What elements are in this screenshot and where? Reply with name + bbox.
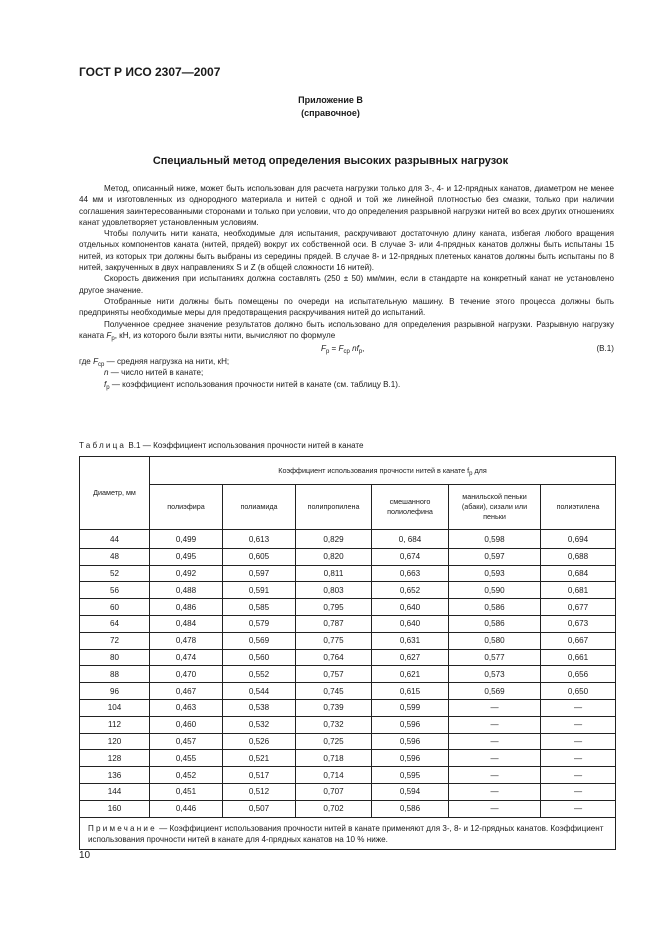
cell-coefficient: — <box>449 733 541 750</box>
col-header: манильской пеньки (абаки), сизали или пеньки <box>449 485 541 530</box>
cell-coefficient: 0,688 <box>541 548 616 565</box>
formula-number: (В.1) <box>596 344 614 354</box>
cell-coefficient: — <box>541 750 616 767</box>
cell-coefficient: 0,586 <box>449 599 541 616</box>
cell-coefficient: 0,486 <box>150 599 223 616</box>
cell-coefficient: 0,463 <box>150 699 223 716</box>
cell-coefficient: 0,590 <box>449 582 541 599</box>
table-row <box>80 582 616 599</box>
cell-coefficient: 0,495 <box>150 548 223 565</box>
table-row <box>80 699 616 716</box>
cell-coefficient: 0,764 <box>296 649 372 666</box>
cell-coefficient: 0,775 <box>296 632 372 649</box>
paragraph: Отобранные нити должны быть помещены по очереди на испытательную машину. В течение этого процесса должны быть предприняты необходимые меры для предотвращения раскручивания нитей до испытаний. <box>79 296 614 318</box>
formula-expression: $F_p = F_{ср}$ $nf_p$, <box>321 344 365 356</box>
cell-coefficient: 0,615 <box>372 683 449 700</box>
cell-diameter: 160 <box>80 800 150 817</box>
cell-coefficient: 0,569 <box>449 683 541 700</box>
cell-coefficient: 0,631 <box>372 632 449 649</box>
cell-coefficient: 0,455 <box>150 750 223 767</box>
cell-coefficient: 0,757 <box>296 666 372 683</box>
cell-coefficient: 0,552 <box>223 666 296 683</box>
table-row <box>80 649 616 666</box>
cell-coefficient: 0,599 <box>372 699 449 716</box>
cell-coefficient: 0,586 <box>372 800 449 817</box>
cell-coefficient: 0,597 <box>223 565 296 582</box>
table-row <box>80 530 616 549</box>
col-header: полиамида <box>223 485 296 530</box>
cell-coefficient: 0,656 <box>541 666 616 683</box>
cell-coefficient: 0,596 <box>372 733 449 750</box>
col-header: полиэфира <box>150 485 223 530</box>
cell-coefficient: 0,718 <box>296 750 372 767</box>
cell-coefficient: 0,452 <box>150 767 223 784</box>
cell-coefficient: 0,451 <box>150 783 223 800</box>
cell-coefficient: 0,640 <box>372 615 449 632</box>
cell-coefficient: 0,579 <box>223 615 296 632</box>
formula-b1 <box>79 342 614 356</box>
cell-coefficient: 0,640 <box>372 599 449 616</box>
col-header: полиэтилена <box>541 485 616 530</box>
cell-coefficient: — <box>449 783 541 800</box>
body-text <box>79 183 614 390</box>
definition-fp: $f_р$ — коэффициент использования прочности нитей в канате (см. таблицу В.1). <box>104 379 401 391</box>
cell-coefficient: 0,820 <box>296 548 372 565</box>
paragraph: Метод, описанный ниже, может быть использован для расчета нагрузки только для 3-, 4- и 12-прядных канатов, диаметром не менее 44 мм и изготовленных из однородного материала и нитей с одной и той же линейной плотностью без смазки, только при наличии соглашения заинтересованными сторонами и только при условии, что до определения разрывной нагрузки нитей во всех других отношениях канат удовлетворяет установленным условиям. <box>79 184 614 227</box>
cell-coefficient: 0,745 <box>296 683 372 700</box>
page-number: 10 <box>79 850 91 861</box>
table-row <box>80 632 616 649</box>
col-header: полипропилена <box>296 485 372 530</box>
cell-coefficient: 0,739 <box>296 699 372 716</box>
cell-coefficient: 0,470 <box>150 666 223 683</box>
cell-coefficient: 0,595 <box>372 767 449 784</box>
cell-coefficient: — <box>449 716 541 733</box>
cell-coefficient: 0,573 <box>449 666 541 683</box>
cell-coefficient: 0,707 <box>296 783 372 800</box>
paragraph: Полученное среднее значение результатов должно быть использовано для определения разрывной нагрузки. Разрывную нагрузку каната $F_p$, кН, из которого были взяты нити, вычисляют по формуле <box>79 319 614 342</box>
cell-diameter: 120 <box>80 733 150 750</box>
definition-n: n — число нитей в канате; <box>104 368 204 378</box>
cell-coefficient: 0,674 <box>372 548 449 565</box>
col-header: смешанного полиолефина <box>372 485 449 530</box>
cell-coefficient: 0,577 <box>449 649 541 666</box>
cell-diameter: 88 <box>80 666 150 683</box>
cell-coefficient: 0,586 <box>449 615 541 632</box>
cell-coefficient: 0,593 <box>449 565 541 582</box>
table-row <box>80 683 616 700</box>
cell-coefficient: 0,597 <box>449 548 541 565</box>
cell-coefficient: 0,460 <box>150 716 223 733</box>
section-title: Специальный метод определения высоких разрывных нагрузок <box>152 155 509 167</box>
formula-definitions <box>79 356 614 390</box>
cell-coefficient: 0,580 <box>449 632 541 649</box>
cell-coefficient: 0,811 <box>296 565 372 582</box>
cell-coefficient: 0,661 <box>541 649 616 666</box>
cell-coefficient: 0,621 <box>372 666 449 683</box>
cell-diameter: 72 <box>80 632 150 649</box>
table-row <box>80 783 616 800</box>
table-row <box>80 615 616 632</box>
cell-coefficient: 0,532 <box>223 716 296 733</box>
cell-coefficient: 0,544 <box>223 683 296 700</box>
cell-coefficient: 0,538 <box>223 699 296 716</box>
cell-diameter: 64 <box>80 615 150 632</box>
cell-coefficient: 0,650 <box>541 683 616 700</box>
document-header: ГОСТ Р ИСО 2307—2007 <box>79 65 221 79</box>
cell-coefficient: 0,613 <box>223 530 296 549</box>
cell-coefficient: 0,591 <box>223 582 296 599</box>
cell-coefficient: 0,492 <box>150 565 223 582</box>
table-row <box>80 666 616 683</box>
cell-coefficient: 0,484 <box>150 615 223 632</box>
table-row <box>80 800 616 817</box>
cell-coefficient: 0,598 <box>449 530 541 549</box>
cell-coefficient: 0,803 <box>296 582 372 599</box>
table-row <box>80 565 616 582</box>
paragraph: Скорость движения при испытаниях должна составлять (250 ± 50) мм/мин, если в стандарте на конкретный канат не установлено другое значение. <box>79 274 614 295</box>
cell-coefficient: 0,526 <box>223 733 296 750</box>
cell-diameter: 96 <box>80 683 150 700</box>
cell-coefficient: 0,673 <box>541 615 616 632</box>
table-row <box>80 733 616 750</box>
cell-coefficient: — <box>541 767 616 784</box>
table-row <box>80 750 616 767</box>
table-row <box>80 548 616 565</box>
cell-coefficient: 0,596 <box>372 750 449 767</box>
cell-coefficient: 0,684 <box>541 565 616 582</box>
cell-coefficient: 0,467 <box>150 683 223 700</box>
cell-coefficient: 0,569 <box>223 632 296 649</box>
cell-coefficient: — <box>541 733 616 750</box>
cell-diameter: 56 <box>80 582 150 599</box>
cell-coefficient: 0,702 <box>296 800 372 817</box>
cell-diameter: 44 <box>80 530 150 549</box>
cell-coefficient: — <box>541 800 616 817</box>
cell-coefficient: 0,829 <box>296 530 372 549</box>
cell-diameter: 104 <box>80 699 150 716</box>
cell-diameter: 48 <box>80 548 150 565</box>
annex-title: Приложение В <box>298 95 363 105</box>
cell-coefficient: 0,795 <box>296 599 372 616</box>
cell-diameter: 128 <box>80 750 150 767</box>
table-caption: Таблица В.1 — Коэффициент использования прочности нитей в канате <box>79 441 364 450</box>
table-row <box>80 767 616 784</box>
cell-coefficient: — <box>541 783 616 800</box>
cell-coefficient: 0,560 <box>223 649 296 666</box>
cell-coefficient: 0,517 <box>223 767 296 784</box>
cell-coefficient: 0,512 <box>223 783 296 800</box>
table-note: Примечание — Коэффициент использования прочности нитей в канате применяют для 3-, 8- и 12-прядных канатов. Коэффициент использования прочности нитей в канате для 4-прядных канатов на 10 % ниже. <box>80 817 616 850</box>
strength-coefficient-table <box>79 456 616 850</box>
cell-coefficient: 0,677 <box>541 599 616 616</box>
cell-coefficient: — <box>449 800 541 817</box>
cell-coefficient: 0,474 <box>150 649 223 666</box>
cell-coefficient: 0,488 <box>150 582 223 599</box>
cell-coefficient: 0,596 <box>372 716 449 733</box>
definition-fsr: где $F_{ср}$ — средняя нагрузка на нити, кН; <box>79 357 230 369</box>
cell-diameter: 60 <box>80 599 150 616</box>
cell-coefficient: — <box>541 716 616 733</box>
cell-coefficient: 0,714 <box>296 767 372 784</box>
cell-coefficient: — <box>449 750 541 767</box>
cell-coefficient: 0,585 <box>223 599 296 616</box>
cell-diameter: 112 <box>80 716 150 733</box>
cell-coefficient: 0,605 <box>223 548 296 565</box>
table-row <box>80 716 616 733</box>
cell-coefficient: 0,652 <box>372 582 449 599</box>
annex-note: (справочное) <box>301 108 360 118</box>
cell-coefficient: 0,594 <box>372 783 449 800</box>
cell-diameter: 136 <box>80 767 150 784</box>
cell-coefficient: 0,627 <box>372 649 449 666</box>
cell-coefficient: 0,732 <box>296 716 372 733</box>
cell-coefficient: — <box>541 699 616 716</box>
cell-coefficient: 0,787 <box>296 615 372 632</box>
cell-diameter: 80 <box>80 649 150 666</box>
cell-coefficient: — <box>449 699 541 716</box>
cell-coefficient: 0,521 <box>223 750 296 767</box>
cell-coefficient: 0,457 <box>150 733 223 750</box>
cell-coefficient: 0,667 <box>541 632 616 649</box>
paragraph: Чтобы получить нити каната, необходимые для испытания, раскручивают достаточную длину каната, избегая любого вращения отдельных компонентов каната (нитей, прядей) вокруг их собственной оси. В случае 3- или 4-прядных канатов должны быть испытаны 15 нитей, из которых три должны быть выбраны из середины прядей. В случае 8- и 12-прядных плетеных канатов должны быть испытаны по 8 нитей, закрученных в двух направлениях S и Z (в общей сложности 16 нитей). <box>79 229 614 273</box>
cell-coefficient: 0,725 <box>296 733 372 750</box>
cell-diameter: 52 <box>80 565 150 582</box>
cell-coefficient: 0,499 <box>150 530 223 549</box>
table-row <box>80 599 616 616</box>
cell-coefficient: 0,507 <box>223 800 296 817</box>
cell-coefficient: 0,446 <box>150 800 223 817</box>
cell-coefficient: 0, 684 <box>372 530 449 549</box>
cell-coefficient: 0,663 <box>372 565 449 582</box>
cell-diameter: 144 <box>80 783 150 800</box>
cell-coefficient: 0,478 <box>150 632 223 649</box>
cell-coefficient: 0,694 <box>541 530 616 549</box>
cell-coefficient: 0,681 <box>541 582 616 599</box>
cell-coefficient: — <box>449 767 541 784</box>
col-header-group: Коэффициент использования прочности нитей в канате $f_р$ для <box>150 457 616 485</box>
col-header-diameter: Диаметр, мм <box>80 457 150 530</box>
